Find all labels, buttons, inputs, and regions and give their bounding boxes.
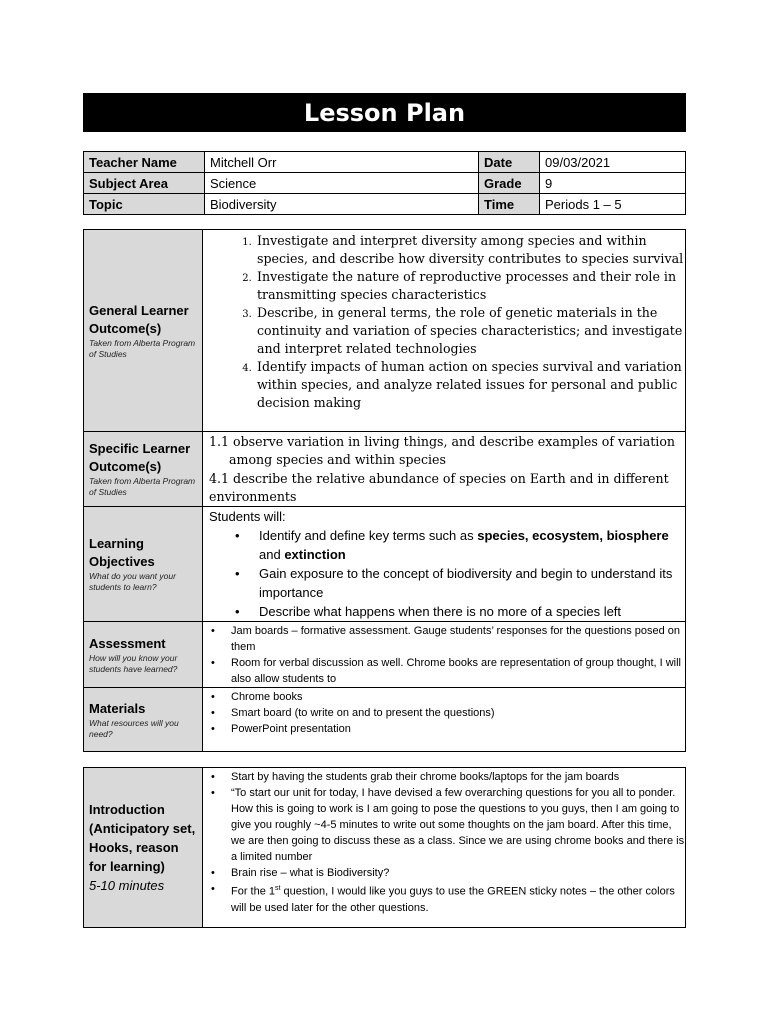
slo-item-1b: among species and within species — [229, 452, 446, 467]
list-item: 1. Investigate and interpret diversity among species and within species, and describe how diversity contributes to species survival — [255, 232, 685, 268]
objective-text: Identify and define key terms such as — [259, 528, 478, 543]
glo-label-cell — [84, 230, 203, 432]
list-item: • Jam boards – formative assessment. Gauge students’ responses for the questions posed on them — [231, 623, 685, 655]
materials-label: Materials — [89, 700, 146, 716]
topic-label: Topic — [84, 194, 205, 215]
table-row — [84, 152, 686, 173]
objectives-intro: Students will: — [209, 509, 286, 524]
table-row — [84, 507, 686, 622]
objective-key-term: extinction — [284, 547, 346, 562]
teacher-name-value: Mitchell Orr — [205, 152, 479, 173]
introduction-label-cell — [84, 768, 203, 928]
glo-label: General Learner Outcome(s) — [89, 302, 189, 336]
intro-text: For the 1 — [231, 885, 276, 898]
objectives-list — [209, 526, 679, 621]
materials-label-cell — [84, 688, 203, 752]
time-value: Periods 1 – 5 — [540, 194, 686, 215]
assessment-label-cell — [84, 622, 203, 688]
objectives-label: Learning Objectives — [89, 536, 155, 569]
list-item: • Gain exposure to the concept of biodiversity and begin to understand its importance — [259, 564, 679, 602]
objective-text: and — [259, 547, 285, 562]
subject-area-value: Science — [205, 173, 479, 194]
time-label: Time — [479, 194, 540, 215]
introduction-time: 5-10 minutes — [89, 878, 165, 893]
introduction-list — [203, 769, 685, 916]
glo-list — [203, 232, 685, 412]
assessment-list — [203, 623, 685, 687]
outcomes-table — [83, 229, 686, 752]
date-label: Date — [479, 152, 540, 173]
grade-value: 9 — [540, 173, 686, 194]
table-row — [84, 173, 686, 194]
slo-content — [203, 432, 686, 507]
objectives-label-cell — [84, 507, 203, 622]
slo-label: Specific Learner Outcome(s) — [89, 441, 191, 474]
objective-key-terms: species, ecosystem, biosphere — [477, 528, 669, 543]
objectives-content — [203, 507, 686, 622]
materials-list — [203, 689, 685, 737]
list-item — [231, 881, 685, 916]
list-item — [259, 526, 679, 564]
table-row — [84, 622, 686, 688]
list-item: • Room for verbal discussion as well. Chrome books are representation of group thought, I will also allow students to — [231, 655, 685, 687]
slo-sub: Taken from Alberta Program of Studies — [89, 476, 196, 497]
assessment-label: Assessment — [89, 635, 166, 651]
list-item: • Start by having the students grab their chrome books/laptops for the jam boards — [231, 769, 685, 785]
slo-item — [203, 432, 685, 469]
glo-sub: Taken from Alberta Program of Studies — [89, 337, 196, 359]
list-item: 2. Investigate the nature of reproductive processes and their role in transmitting species characteristics — [255, 268, 685, 304]
introduction-table — [83, 767, 686, 928]
date-value: 09/03/2021 — [540, 152, 686, 173]
intro-sup: st — [275, 885, 281, 892]
subject-area-label: Subject Area — [84, 173, 205, 194]
list-item: • Brain rise – what is Biodiversity? — [231, 865, 685, 881]
materials-content — [203, 688, 686, 752]
intro-text: question, I would like you guys to use the GREEN sticky notes – the other colors will be used later for the other questions. — [231, 885, 675, 914]
list-item: 4. Identify impacts of human action on species survival and variation within species, and analyze related issues for personal and public decision making — [255, 358, 685, 412]
materials-sub: What resources will you need? — [89, 717, 179, 739]
list-item: • “To start our unit for today, I have devised a few overarching questions for you all to ponder. How this is going to work is I am going to pose the questions to you guys, then I am going to give you roughly ~4-5 minutes to write out some thoughts on the jam board. After this time, we are then going to discuss these as a class. Since we are using chrome books and there is a limited number — [231, 785, 685, 865]
teacher-name-label: Teacher Name — [84, 152, 205, 173]
table-row — [84, 230, 686, 432]
list-item: • Chrome books — [231, 689, 685, 705]
topic-value: Biodiversity — [205, 194, 479, 215]
objectives-sub: What do you want your students to learn? — [89, 571, 176, 592]
grade-label: Grade — [479, 173, 540, 194]
list-item: 3. Describe, in general terms, the role of genetic materials in the continuity and variation of species characteristics; and investigate and interpret related technologies — [255, 304, 685, 358]
assessment-content — [203, 622, 686, 688]
slo-label-cell — [84, 432, 203, 507]
table-row — [84, 688, 686, 752]
introduction-label: Introduction (Anticipatory set, Hooks, reason for learning) — [89, 802, 196, 874]
list-item: • Smart board (to write on and to present the questions) — [231, 705, 685, 721]
table-row — [84, 768, 686, 928]
introduction-content — [203, 768, 686, 928]
list-item: • PowerPoint presentation — [231, 721, 685, 737]
list-item: • Describe what happens when there is no more of a species left — [259, 602, 679, 621]
table-row — [84, 432, 686, 507]
info-table — [83, 151, 686, 215]
assessment-sub: How will you know your students have learned? — [89, 652, 178, 674]
table-row — [84, 194, 686, 215]
page-title: Lesson Plan — [83, 93, 686, 132]
slo-item: 4.1 describe the relative abundance of species on Earth and in different environments — [209, 471, 669, 504]
glo-content — [203, 230, 686, 432]
slo-item-1a: 1.1 observe variation in living things, and describe examples of variation — [209, 434, 676, 449]
